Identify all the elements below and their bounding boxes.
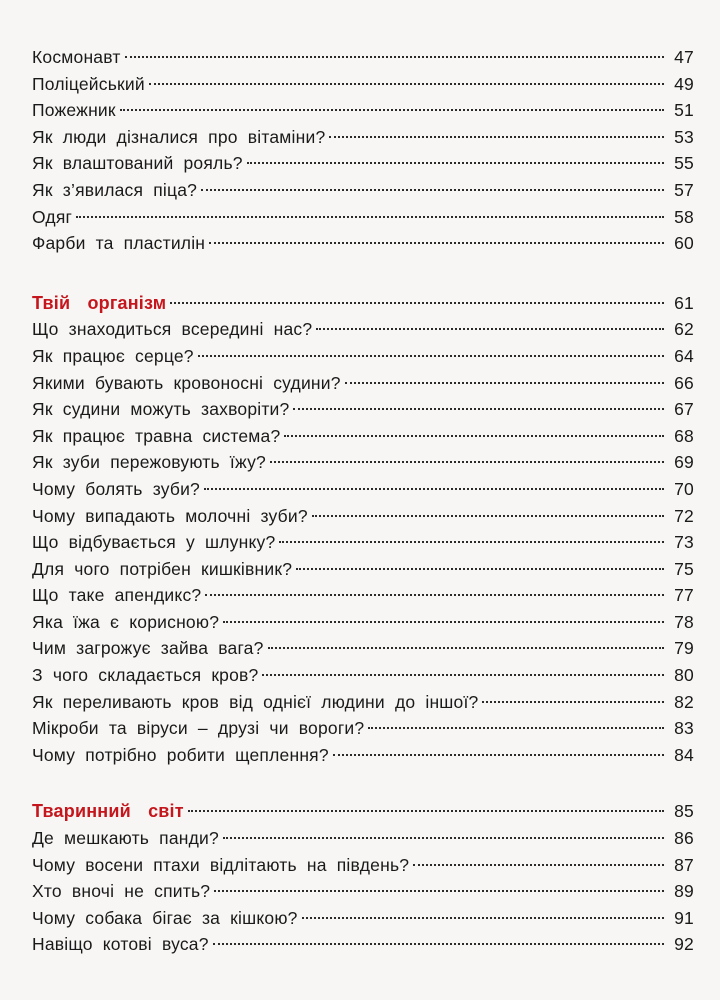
toc-entry-page: 68 — [674, 425, 694, 446]
section-spacer — [32, 257, 694, 290]
toc-entry-page: 77 — [674, 585, 694, 606]
toc-entry-title: Поліцейський — [32, 73, 145, 94]
dot-leader — [204, 488, 664, 490]
toc-entry-page: 53 — [674, 126, 694, 147]
toc-entry-title: Що знаходиться всередині нас? — [32, 319, 313, 340]
toc-entry-title: Чому восени птахи відлітають на південь? — [32, 854, 410, 875]
dot-leader — [214, 890, 664, 892]
toc-entry-page: 70 — [674, 478, 694, 499]
toc-entry[interactable] — [32, 878, 694, 905]
toc-entry[interactable] — [32, 503, 694, 530]
section-heading-title: Твій організм — [32, 292, 167, 313]
toc-entry-page: 79 — [674, 638, 694, 659]
toc-entry-page: 67 — [674, 399, 694, 420]
toc-entry-page: 86 — [674, 828, 694, 849]
dot-leader — [413, 864, 664, 866]
table-of-contents — [32, 44, 694, 958]
dot-leader — [268, 647, 664, 649]
dot-leader — [296, 568, 664, 570]
dot-leader — [345, 382, 664, 384]
section-heading-page: 85 — [674, 801, 694, 822]
toc-entry[interactable] — [32, 97, 694, 124]
toc-entry-title: Як переливають кров від однієї людини до іншої? — [32, 691, 479, 712]
toc-entry[interactable] — [32, 230, 694, 257]
toc-entry[interactable] — [32, 44, 694, 71]
toc-entry-title: Де мешкають панди? — [32, 828, 219, 849]
toc-entry-page: 55 — [674, 153, 694, 174]
dot-leader — [223, 837, 664, 839]
dot-leader — [149, 83, 664, 85]
dot-leader — [316, 328, 664, 330]
toc-entry-title: Чому випадають молочні зуби? — [32, 505, 308, 526]
toc-entry-title: З чого складається кров? — [32, 665, 259, 686]
toc-entry[interactable] — [32, 343, 694, 370]
toc-entry-page: 89 — [674, 881, 694, 902]
toc-entry-title: Для чого потрібен кишківник? — [32, 558, 293, 579]
dot-leader — [302, 917, 664, 919]
toc-entry-page: 49 — [674, 73, 694, 94]
dot-leader — [188, 810, 664, 812]
dot-leader — [333, 754, 664, 756]
toc-entry-page: 66 — [674, 372, 694, 393]
toc-entry-page: 87 — [674, 854, 694, 875]
dot-leader — [76, 216, 664, 218]
toc-entry-title: Чому собака бігає за кішкою? — [32, 907, 298, 928]
toc-entry-title: Навіщо котові вуса? — [32, 934, 209, 955]
toc-entry-title: Як люди дізналися про вітаміни? — [32, 126, 326, 147]
toc-entry[interactable] — [32, 423, 694, 450]
toc-entry-page: 72 — [674, 505, 694, 526]
toc-entry[interactable] — [32, 396, 694, 423]
toc-entry[interactable] — [32, 476, 694, 503]
toc-entry-page: 51 — [674, 100, 694, 121]
toc-entry-title: Чим загрожує зайва вага? — [32, 638, 264, 659]
section-spacer — [32, 768, 694, 798]
toc-entry-page: 47 — [674, 47, 694, 67]
dot-leader — [262, 674, 664, 676]
toc-entry[interactable] — [32, 742, 694, 769]
toc-entry[interactable] — [32, 370, 694, 397]
toc-entry[interactable] — [32, 177, 694, 204]
toc-entry-page: 80 — [674, 665, 694, 686]
dot-leader — [247, 162, 664, 164]
dot-leader — [270, 461, 664, 463]
dot-leader — [284, 435, 664, 437]
toc-entry-page: 75 — [674, 558, 694, 579]
toc-entry-page: 73 — [674, 532, 694, 553]
toc-entry-title: Як судини можуть захворіти? — [32, 399, 290, 420]
toc-section-professions — [32, 44, 694, 257]
toc-entry[interactable] — [32, 715, 694, 742]
dot-leader — [125, 56, 664, 58]
toc-entry[interactable] — [32, 150, 694, 177]
toc-entry-title: Пожежник — [32, 100, 116, 121]
toc-entry-title: Мікроби та віруси – друзі чи вороги? — [32, 718, 365, 739]
dot-leader — [213, 943, 664, 945]
toc-section-body — [32, 290, 694, 769]
dot-leader — [201, 189, 664, 191]
dot-leader — [170, 302, 664, 304]
dot-leader — [368, 727, 664, 729]
toc-entry[interactable] — [32, 689, 694, 716]
dot-leader — [205, 594, 664, 596]
toc-entry[interactable] — [32, 529, 694, 556]
dot-leader — [312, 515, 664, 517]
dot-leader — [209, 242, 664, 244]
toc-entry-page: 84 — [674, 744, 694, 765]
toc-entry[interactable] — [32, 71, 694, 98]
toc-entry[interactable] — [32, 124, 694, 151]
toc-entry[interactable] — [32, 905, 694, 932]
toc-entry-title: Яка їжа є корисною? — [32, 611, 220, 632]
section-heading-title: Тваринний світ — [32, 801, 184, 822]
toc-section-animals — [32, 798, 694, 958]
toc-entry-page: 69 — [674, 452, 694, 473]
dot-leader — [329, 136, 664, 138]
dot-leader — [223, 621, 664, 623]
dot-leader — [279, 541, 664, 543]
toc-entry-title: Хто вночі не спить? — [32, 881, 211, 902]
toc-entry-page: 57 — [674, 179, 694, 200]
toc-entry-page: 83 — [674, 718, 694, 739]
toc-entry-title: Фарби та пластилін — [32, 233, 206, 254]
toc-entry-title: Як влаштований рояль? — [32, 153, 243, 174]
toc-entry[interactable] — [32, 316, 694, 343]
toc-entry-page: 64 — [674, 345, 694, 366]
toc-entry[interactable] — [32, 449, 694, 476]
toc-entry-title: Якими бувають кровоносні судини? — [32, 372, 341, 393]
toc-entry-page: 91 — [674, 907, 694, 928]
toc-entry-page: 78 — [674, 611, 694, 632]
toc-entry[interactable] — [32, 635, 694, 662]
toc-entry-page: 92 — [674, 934, 694, 955]
toc-entry-title: Як працює серце? — [32, 345, 194, 366]
section-heading[interactable] — [32, 290, 694, 317]
toc-entry[interactable] — [32, 931, 694, 958]
toc-entry-page: 62 — [674, 319, 694, 340]
toc-entry-title: Що відбувається у шлунку? — [32, 532, 276, 553]
toc-entry-page: 82 — [674, 691, 694, 712]
toc-entry-title: Що таке апендикс? — [32, 585, 202, 606]
toc-entry-title: Як працює травна система? — [32, 425, 281, 446]
toc-entry[interactable] — [32, 204, 694, 231]
dot-leader — [293, 408, 664, 410]
dot-leader — [482, 701, 664, 703]
section-heading-page: 61 — [674, 292, 694, 313]
toc-entry-title: Чому потрібно робити щеплення? — [32, 744, 329, 765]
dot-leader — [120, 109, 664, 111]
dot-leader — [198, 355, 664, 357]
toc-entry-title: Одяг — [32, 206, 73, 227]
toc-entry-title: Чому болять зуби? — [32, 478, 200, 499]
toc-entry[interactable] — [32, 852, 694, 879]
toc-entry-title: Космонавт — [32, 47, 121, 67]
toc-entry[interactable] — [32, 825, 694, 852]
toc-entry-page: 58 — [674, 206, 694, 227]
section-heading[interactable] — [32, 798, 694, 825]
toc-entry-page: 60 — [674, 233, 694, 254]
toc-entry[interactable] — [32, 582, 694, 609]
toc-entry-title: Як з’явилася піца? — [32, 179, 198, 200]
toc-entry-title: Як зуби пережовують їжу? — [32, 452, 266, 473]
toc-entry[interactable] — [32, 662, 694, 689]
toc-entry[interactable] — [32, 609, 694, 636]
toc-entry[interactable] — [32, 556, 694, 583]
